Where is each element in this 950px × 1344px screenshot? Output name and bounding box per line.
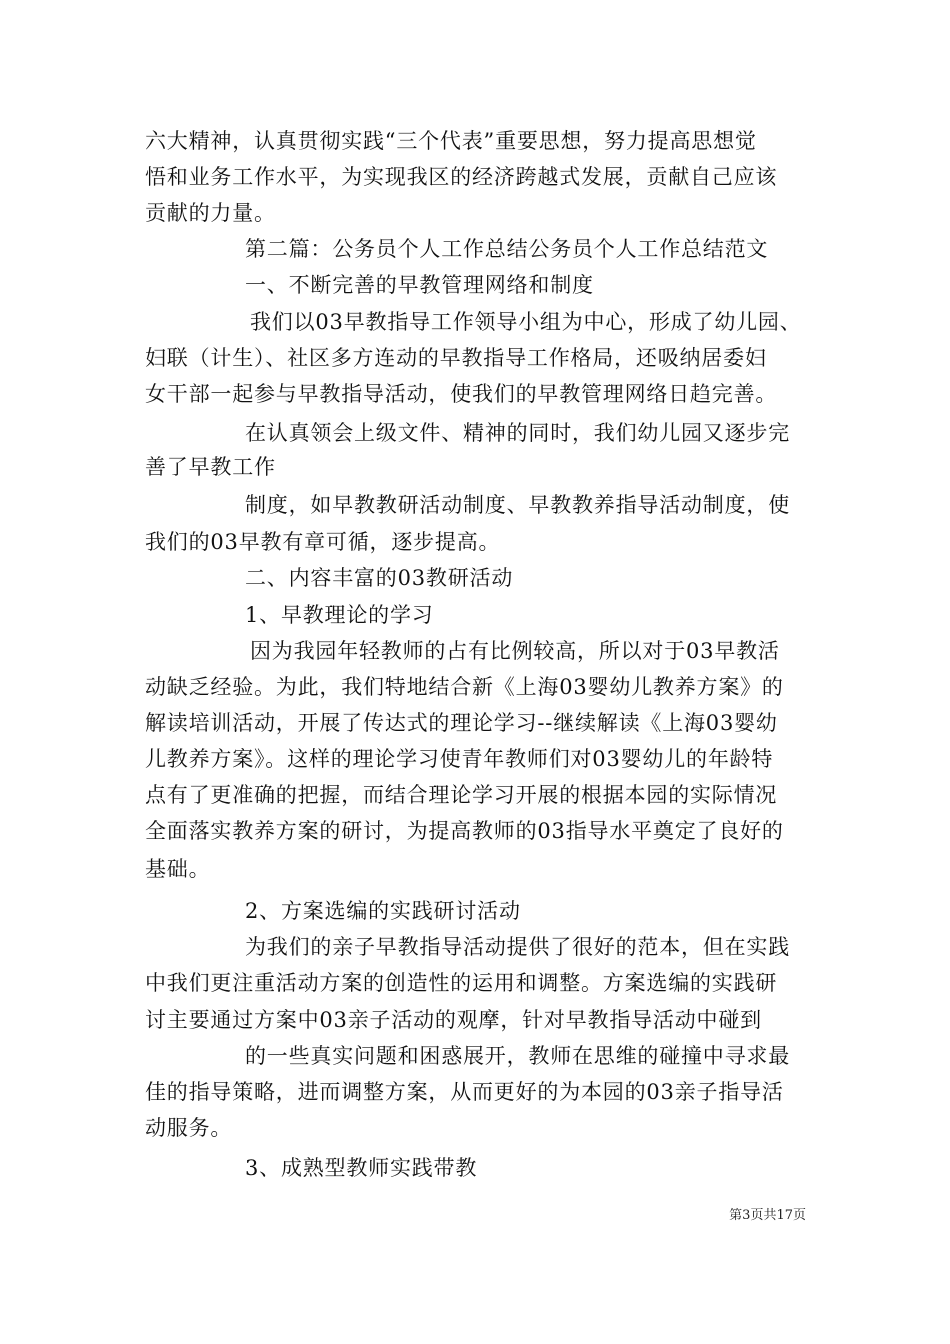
text-line: 儿教养方案》。这样的理论学习使青年教师们对03婴幼儿的年龄特 — [145, 747, 774, 771]
text-line: 动服务。 — [145, 1116, 233, 1140]
text-line: 我们的03早教有章可循，逐步提高。 — [145, 530, 501, 554]
heading: 一、不断完善的早教管理网络和制度 — [245, 273, 594, 297]
text-line: 佳的指导策略，进而调整方案，从而更好的为本园的03亲子指导活 — [145, 1080, 784, 1104]
text-line: 点有了更准确的把握，而结合理论学习开展的根据本园的实际情况 — [145, 783, 778, 807]
text-line: 动缺乏经验。为此，我们特地结合新《上海03婴幼儿教养方案》的 — [145, 675, 784, 699]
text-line: 的一些真实问题和困惑展开，教师在思维的碰撞中寻求最 — [245, 1044, 790, 1068]
subheading: 2、方案选编的实践研讨活动 — [245, 899, 521, 923]
text-line: 讨主要通过方案中03亲子活动的观摩，针对早教指导活动中碰到 — [145, 1008, 762, 1032]
section-title: 第二篇：公务员个人工作总结公务员个人工作总结范文 — [245, 237, 769, 261]
text-line: 六大精神，认真贯彻实践“三个代表”重要思想，努力提高思想觉 — [145, 129, 757, 153]
text-line: 贡献的力量。 — [145, 201, 276, 225]
text-line: 基础。 — [145, 857, 211, 881]
text-line: 为我们的亲子早教指导活动提供了很好的范本，但在实践 — [245, 935, 790, 959]
subheading: 3、成熟型教师实践带教 — [245, 1156, 478, 1180]
text-line: 全面落实教养方案的研讨，为提高教师的03指导水平奠定了良好的 — [145, 819, 784, 843]
text-line: 女干部一起参与早教指导活动，使我们的早教管理网络日趋完善。 — [145, 382, 778, 406]
text-line: 善了早教工作 — [145, 455, 276, 479]
subheading: 1、早教理论的学习 — [245, 603, 434, 627]
text-line: 妇联（计生）、社区多方连动的早教指导工作格局，还吸纳居委妇 — [145, 346, 767, 370]
heading: 二、内容丰富的03教研活动 — [245, 566, 514, 590]
text-line: 悟和业务工作水平，为实现我区的经济跨越式发展，贡献自己应该 — [145, 165, 778, 189]
text-line: 我们以03早教指导工作领导小组为中心，形成了幼儿园、 — [250, 310, 802, 334]
page-number: 第3页共17页 — [729, 1208, 806, 1223]
text-line: 在认真领会上级文件、精神的同时，我们幼儿园又逐步完 — [245, 421, 790, 445]
text-line: 解读培训活动，开展了传达式的理论学习--继续解读《上海03婴幼 — [145, 711, 778, 735]
text-line: 因为我园年轻教师的占有比例较高，所以对于03早教活 — [250, 639, 780, 663]
text-line: 制度，如早教教研活动制度、早教教养指导活动制度，使 — [245, 493, 790, 517]
text-line: 中我们更注重活动方案的创造性的运用和调整。方案选编的实践研 — [145, 971, 778, 995]
